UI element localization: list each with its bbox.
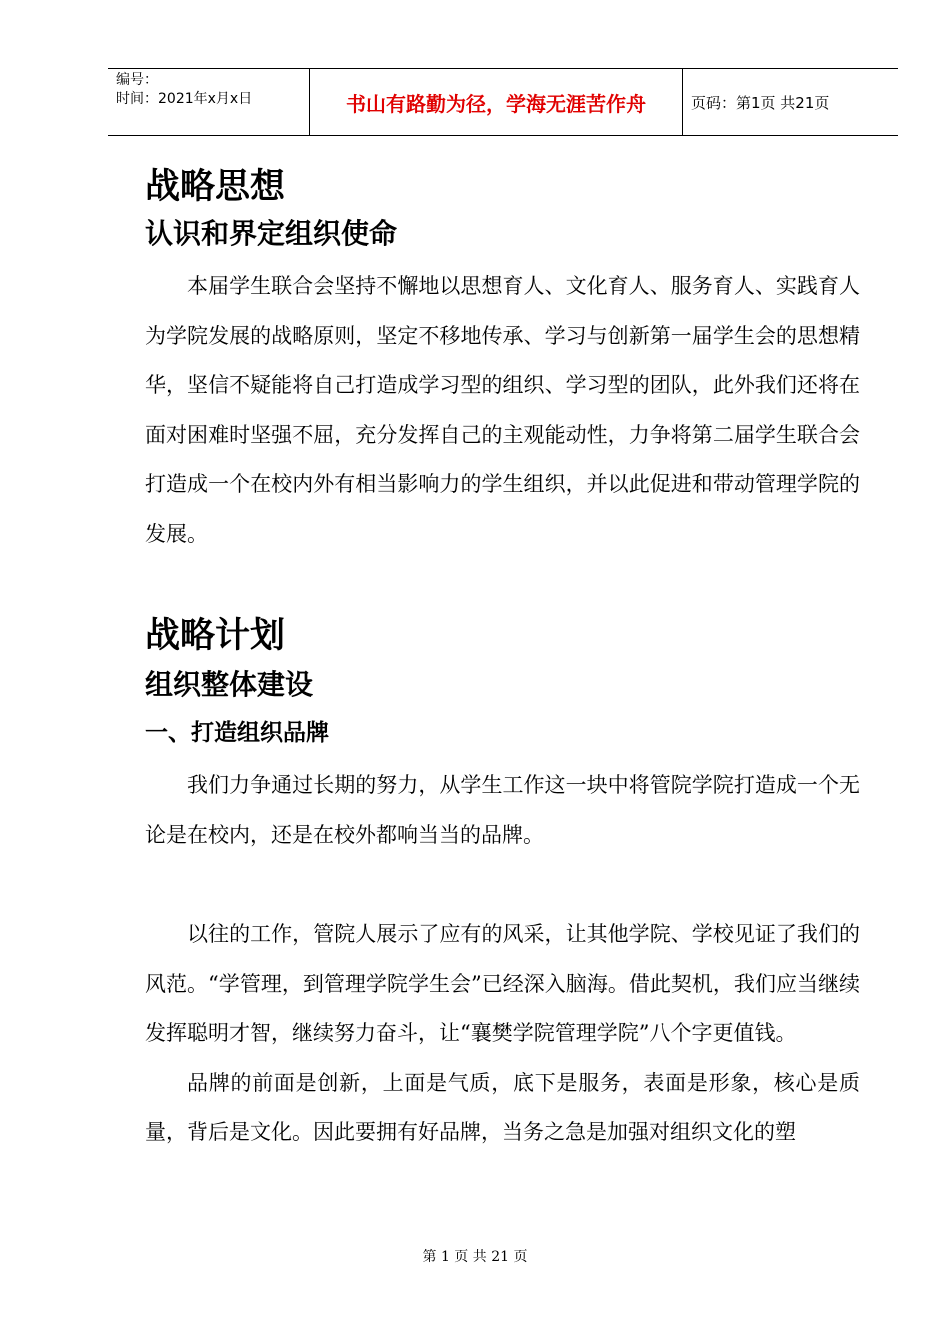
page-header	[108, 68, 898, 136]
header-motto: 书山有路勤为径，学海无涯苦作舟	[310, 69, 683, 135]
section-subtitle-organization: 组织整体建设	[145, 668, 314, 701]
spacer	[145, 860, 860, 910]
header-page-info: 页码：第1页 共21页	[691, 93, 830, 112]
section-title-strategy-thought: 战略思想	[145, 167, 286, 207]
paragraph-brand-culture: 品牌的前面是创新，上面是气质，底下是服务，表面是形象，核心是质量，背后是文化。因此要拥有好品牌，当务之急是加强对组织文化的塑	[145, 1070, 860, 1144]
section-title-strategy-plan: 战略计划	[145, 616, 286, 656]
header-meta	[108, 69, 310, 135]
paragraph-past-work: 以往的工作，管院人展示了应有的风采，让其他学院、学校见证了我们的风范。“学管理，到管理学院学生会”已经深入脑海。借此契机，我们应当继续发挥聪明才智，继续努力奋斗，让“襄樊学院管理学院”八个字更值钱。	[145, 922, 860, 1045]
paragraph-brand-goal: 我们力争通过长期的努力，从学生工作这一块中将管院学院打造成一个无论是在校内，还是在校外都响当当的品牌。	[145, 773, 860, 847]
spacer	[145, 559, 860, 611]
document-body	[145, 162, 860, 1158]
number-label: 编号：	[116, 72, 158, 88]
section-subtitle-mission: 认识和界定组织使命	[145, 217, 398, 250]
time-label: 时间：2021年x月x日	[116, 91, 253, 107]
page-footer: 第 1 页 共 21 页	[422, 1249, 528, 1265]
item-heading-brand: 一、打造组织品牌	[145, 720, 329, 746]
paragraph-mission: 本届学生联合会坚持不懈地以思想育人、文化育人、服务育人、实践育人为学院发展的战略原则，坚定不移地传承、学习与创新第一届学生会的思想精华，坚信不疑能将自己打造成学习型的组织、学习型的团队，此外我们还将在面对困难时坚强不屈，充分发挥自己的主观能动性，力争将第二届学生联合会打造成一个在校内外有相当影响力的学生组织，并以此促进和带动管理学院的发展。	[145, 274, 860, 546]
